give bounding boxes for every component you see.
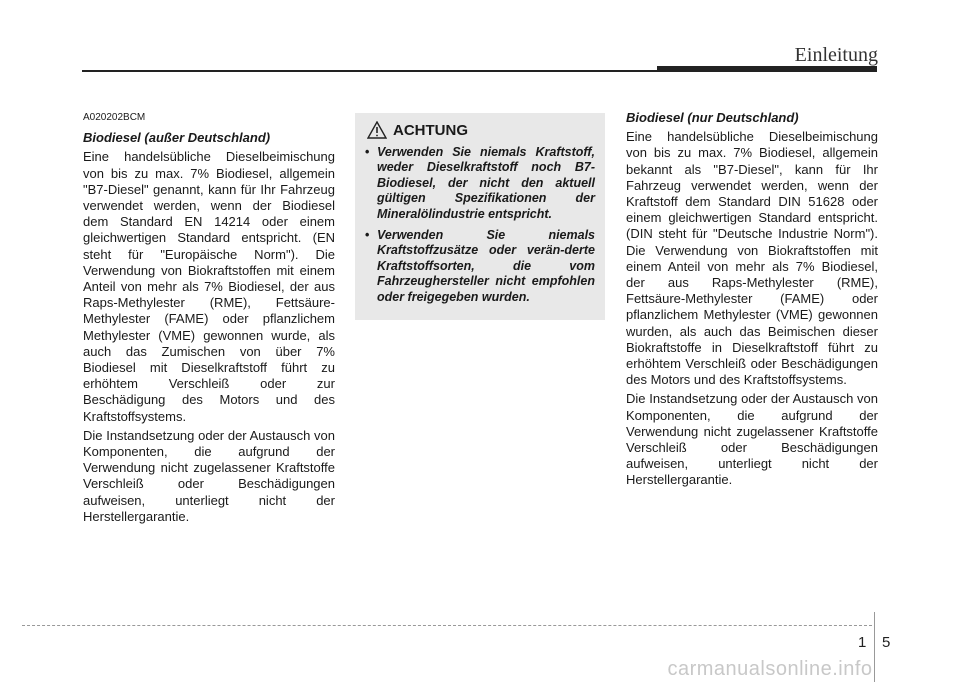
- right-column: [626, 110, 878, 492]
- left-paragraph-1: Eine handelsübliche Dieselbeimischung von bis zu max. 7% Biodiesel, allgemein "B7-Diesel" genannt, kann für Ihr Fahrzeug verwendet werden, wenn der Biodiesel dem Standard EN 14214 oder einem gleichwertigen Standard entspricht. (EN steht für "Europäische Norm"). Die Verwendung von Biokraftstoffen mit einem Anteil von mehr als 7% Biodiesel, der aus Raps-Methylester (RME), Fettsäure-Methylester (FAME) oder pflanzlichem Methylester (VME) gewonnen wurde, als auch das Zumischen von über 7% Biodiesel mit Dieselkraftstoff führt zu erhöhtem Verschleiß oder zur Beschädigung des Motors und des Kraftstoffsystems.: [83, 149, 335, 424]
- page-number: 5: [882, 634, 891, 651]
- section-code: A020202BCM: [83, 112, 146, 123]
- caution-item-1: • Verwenden Sie niemals Kraftstoff, weder Dieselkraftstoff noch B7-Biodiesel, der nicht den aktuell gültigen Spezifikationen der Mineralölindustrie entspricht.: [365, 145, 595, 222]
- caution-title: ACHTUNG: [393, 121, 468, 139]
- warning-triangle-icon: [367, 121, 387, 139]
- header-rule: [82, 70, 657, 72]
- right-paragraph-2: Die Instandsetzung oder der Austausch von Komponenten, die aufgrund der Verwendung nicht zugelassener Kraftstoffe Verschleiß oder Beschädigungen aufweisen, unterliegt nicht der Herstellergarantie.: [626, 391, 878, 488]
- footer-divider: [22, 625, 872, 626]
- caution-header: [367, 121, 605, 139]
- watermark: carmanualsonline.info: [667, 658, 873, 680]
- left-heading: Biodiesel (außer Deutschland): [83, 130, 271, 146]
- right-heading: Biodiesel (nur Deutschland): [626, 110, 799, 125]
- left-paragraph-2: Die Instandsetzung oder der Austausch von Komponenten, die aufgrund der Verwendung nicht zugelassener Kraftstoffe Verschleiß oder Beschädigungen aufweisen, unterliegt nicht der Herstellergarantie.: [83, 427, 335, 524]
- left-column: [83, 110, 335, 528]
- chapter-number: 1: [858, 634, 867, 651]
- caution-list: [365, 145, 595, 305]
- header-bar: [657, 66, 877, 72]
- caution-item-2: • Verwenden Sie niemals Kraftstoffzusätze oder verän-derte Kraftstoffsorten, die vom Fahrzeughersteller nicht empfohlen oder freigegeben wurden.: [365, 228, 595, 305]
- page-header-title: Einleitung: [794, 44, 878, 66]
- caution-box: [355, 113, 605, 320]
- right-paragraph-1: Eine handelsübliche Dieselbeimischung von bis zu max. 7% Biodiesel, allgemein bekannt als "B7-Diesel", kann für Ihr Fahrzeug verwendet werden, wenn der Kraftstoff dem Standard DIN 51628 oder einem gleichwertigen Standard entspricht. (DIN steht für "Deutsche Industrie Norm"). Die Verwendung von Biokraftstoffen mit einem Anteil von mehr als 7% Biodiesel, der aus Raps-Methylester (RME), Fettsäure-Methylester (FAME) oder pflanzlichem Methylester (VME) gewonnen wurden, als auch das Beimischen dieser Biokraftstoffe in Dieselkraftstoff führt zu erhöhtem Verschleiß oder Beschädigungen des Motors und des Kraftstoffsystems.: [626, 129, 878, 388]
